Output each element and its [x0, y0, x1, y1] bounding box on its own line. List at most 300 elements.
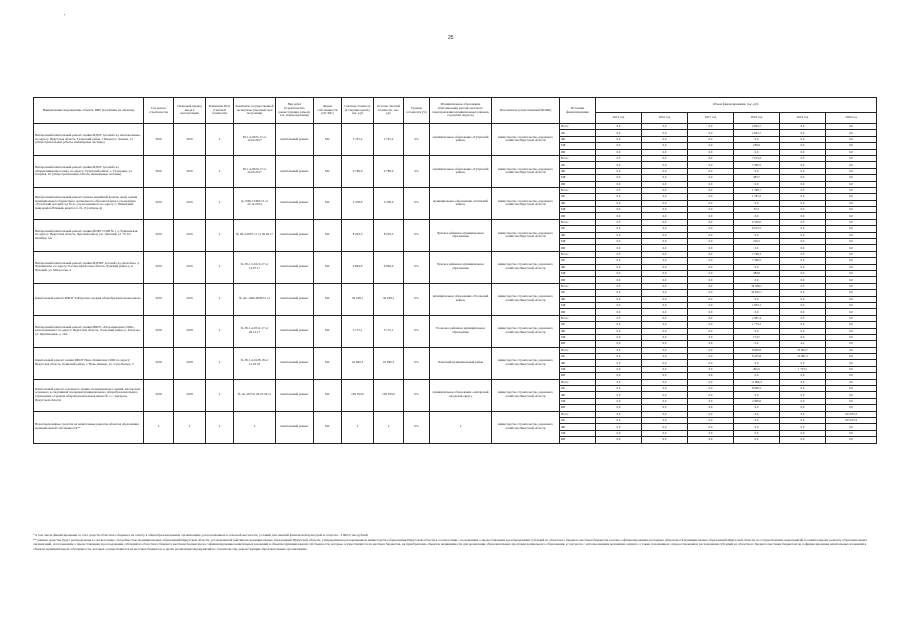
funding-source-cell: ИИ [560, 149, 596, 155]
funding-value-cell: 0,0 [780, 315, 826, 321]
funding-value-cell: 0,0 [596, 149, 642, 155]
estimated-cost-cell: 9 789,9 [342, 155, 374, 187]
funding-value-cell: 0,0 [596, 302, 642, 308]
funding-value-cell: 0,0 [688, 309, 734, 315]
ownership-form-cell: МС [314, 187, 342, 219]
funding-value-cell: 0,0 [642, 360, 688, 366]
funding-value-cell: 0,0 [642, 258, 688, 264]
funding-value-cell: 0,0 [688, 124, 734, 130]
funding-value-cell: 0,0 [826, 392, 877, 398]
ownership-form-cell: МС [314, 379, 342, 411]
funding-value-cell: 0,0 [642, 226, 688, 232]
funding-value-cell: 0,0 [642, 405, 688, 411]
funding-value-cell: 0,0 [780, 392, 826, 398]
funding-source-cell: МБ [560, 334, 596, 340]
funding-value-cell: 0,0 [734, 181, 780, 187]
funding-value-cell: 0,0 [780, 175, 826, 181]
funding-value-cell: 0,0 [826, 322, 877, 328]
commission-period-cell: 2018 [174, 379, 206, 411]
funding-value-cell: 0,0 [826, 239, 877, 245]
funding-value-cell: 0,0 [734, 430, 780, 436]
funding-value-cell: 8 090,5 [734, 386, 780, 392]
funding-value-cell: 0,0 [780, 373, 826, 379]
funding-value-cell: 0,0 [780, 430, 826, 436]
funding-value-cell: 0,0 [780, 302, 826, 308]
funding-value-cell: 0,0 [780, 187, 826, 193]
footnote: * в том числе финансирование за счет средств областного бюджета на оплату в общеобразовательных организациях, расположенных в сельской местности, условий для занятий физической культурой и спортом - 3 000,0 тыс.рублей; [33, 533, 369, 537]
psd-details-cell: х [206, 411, 234, 443]
remaining-cost-cell: 42 990,3 [374, 347, 404, 379]
funding-source-cell: МБ [560, 398, 596, 404]
funding-value-cell: 0,0 [688, 411, 734, 417]
funding-value-cell: 0,0 [688, 143, 734, 149]
start-year-cell: 2016 [144, 124, 174, 156]
funding-value-cell: 0,0 [826, 302, 877, 308]
funding-value-cell: 0,0 [826, 270, 877, 276]
funding-value-cell: 0,0 [780, 334, 826, 340]
readiness-level-cell: 0% [404, 347, 430, 379]
funding-value-cell: 0,0 [826, 213, 877, 219]
funding-value-cell: 0,0 [780, 283, 826, 289]
readiness-level-cell: 0% [404, 411, 430, 443]
object-name-cell: Капитальный ремонт МБОУ Тайтурская средняя общеобразовательная школа [34, 283, 144, 315]
funding-value-cell: 0,0 [688, 437, 734, 443]
funding-source-cell: МБ [560, 366, 596, 372]
col-header: Сметная стоимость (в текущих ценах), тыс. руб [342, 98, 374, 124]
funding-source-cell: ИИ [560, 341, 596, 347]
year-header: 2017 год [688, 113, 734, 124]
object-name-cell: Выборочный капитальный ремонт здания МДОБУ детский сад «Колобок» д. Чукшинская, по адресу: Россия, Иркутская область, Чунский район, р.п. Чунский, ул. Матросова, 4 [34, 251, 144, 283]
expertise-details-cell: № ДС-1606-0058/16 от [234, 283, 276, 315]
funding-value-cell: 0,0 [596, 366, 642, 372]
funding-source-cell: ИИ [560, 245, 596, 251]
funding-value-cell: 0,0 [596, 130, 642, 136]
funding-value-cell: 0,0 [596, 270, 642, 276]
funding-value-cell: 0,0 [826, 386, 877, 392]
funding-value-cell: 0,0 [780, 328, 826, 334]
funding-value-cell: 0,0 [642, 366, 688, 372]
funding-value-cell: 0,0 [734, 437, 780, 443]
funding-value-cell: 0,0 [642, 130, 688, 136]
psd-details-cell: х [206, 219, 234, 251]
commission-period-cell: 2016 [174, 283, 206, 315]
start-year-cell: 2016 [144, 251, 174, 283]
funding-value-cell: 0,0 [826, 168, 877, 174]
funding-value-cell: 0,0 [826, 277, 877, 283]
funding-source-cell: ОБ [560, 194, 596, 200]
funding-value-cell: 0,0 [688, 373, 734, 379]
funding-value-cell: 0,0 [688, 168, 734, 174]
municipality-cell: муниципальное образование «Ангарский городской округ» [430, 379, 492, 411]
funding-value-cell: 0,0 [688, 155, 734, 161]
municipality-cell: муниципальное образование «Тулунский район» [430, 124, 492, 156]
estimated-cost-cell: 2 238,0 [342, 187, 374, 219]
funding-value-cell: 0,0 [688, 232, 734, 238]
funding-source-cell: ОБ [560, 130, 596, 136]
funding-value-cell: 0,0 [642, 264, 688, 270]
funding-value-cell: 0,0 [596, 373, 642, 379]
funding-value-cell: 0,0 [596, 232, 642, 238]
funding-value-cell: 0,0 [596, 315, 642, 321]
commission-period-cell: 2016 [174, 155, 206, 187]
funding-value-cell: 0,0 [734, 360, 780, 366]
funding-value-cell: 0,0 [826, 232, 877, 238]
funding-value-cell: 6 330,0 [734, 219, 780, 225]
start-year-cell: 2016 [144, 155, 174, 187]
funding-value-cell: 0,0 [596, 187, 642, 193]
funding-source-cell: ФБ [560, 264, 596, 270]
funding-value-cell: 0,0 [826, 379, 877, 385]
funding-value-cell: 0,0 [826, 315, 877, 321]
funding-value-cell: 0,0 [826, 245, 877, 251]
funding-value-cell: 0,0 [826, 155, 877, 161]
funding-value-cell: 0,0 [826, 366, 877, 372]
funding-value-cell: 0,0 [642, 168, 688, 174]
funding-value-cell: 0,0 [688, 207, 734, 213]
funding-value-cell: 0,0 [826, 124, 877, 130]
funding-value-cell: 0,0 [826, 149, 877, 155]
funding-value-cell: 0,0 [688, 296, 734, 302]
funding-source-cell: МБ [560, 270, 596, 276]
col-header: Исполнитель (ответственный МОИО) [492, 98, 560, 124]
funding-value-cell: 0,0 [642, 232, 688, 238]
municipality-cell: Усольское районное муниципальное образование [430, 315, 492, 347]
start-year-cell: 2016 [144, 187, 174, 219]
object-name-cell: Выборочный капитальный ремонт (замена аварийной кровли, окон) здания муниципального бюджетного дошкольного образовательного учреждения «Тулунский детский сад № 2», расположенного по адресу: г. Зиминский, микрорайон Южный, квартал 2, № 13 (литеры А) [34, 187, 144, 219]
executor-cell: министерство строительства, дорожного хозяйства Иркутской области [492, 347, 560, 379]
psd-details-cell: х [206, 124, 234, 156]
funding-value-cell: 0,0 [642, 392, 688, 398]
funding-value-cell: 0,0 [642, 270, 688, 276]
ownership-form-cell: МС [314, 155, 342, 187]
funding-value-cell: 0,0 [780, 124, 826, 130]
funding-source-cell: Всего [560, 347, 596, 353]
expertise-details-cell: № 38-1-4-0512-17 от 29.12.17 [234, 315, 276, 347]
funding-value-cell: 0,0 [596, 200, 642, 206]
funding-value-cell: 0,0 [780, 386, 826, 392]
funding-value-cell: 0,0 [826, 143, 877, 149]
funding-value-cell: 0,0 [688, 430, 734, 436]
funding-value-cell: 2 999,9 [734, 398, 780, 404]
start-year-cell: х [144, 411, 174, 443]
funding-value-cell: 0,0 [642, 162, 688, 168]
funding-source-cell: МБ [560, 143, 596, 149]
funding-value-cell: 0,0 [826, 283, 877, 289]
funding-value-cell: 0,0 [688, 405, 734, 411]
funding-value-cell: 34 825,1 [734, 290, 780, 296]
object-name-cell: Капитальный ремонт здания МБОУ Ново-Ленинская СОШ по адресу: Иркутская область, Осинский район, с. Ново-Ленино, ул. Сухо-Батора, 5 [34, 347, 144, 379]
page-number: 25 [448, 35, 454, 41]
funding-source-cell: Всего [560, 155, 596, 161]
funding-value-cell: 0,0 [780, 239, 826, 245]
commission-period-cell: 2016 [174, 219, 206, 251]
funding-value-cell: 0,0 [642, 194, 688, 200]
funding-value-cell: 0,0 [780, 405, 826, 411]
funding-value-cell: 0,0 [596, 322, 642, 328]
funding-value-cell: 0,0 [596, 194, 642, 200]
funding-value-cell: 0,0 [596, 283, 642, 289]
funding-value-cell: 0,0 [642, 296, 688, 302]
expertise-details-cell: № Дс-2017/н 2017г.29.11 [234, 379, 276, 411]
executor-cell: министерство строительства, дорожного хозяйства Иркутской области [492, 315, 560, 347]
funding-source-cell: МБ [560, 175, 596, 181]
funding-value-cell: 0,0 [688, 245, 734, 251]
remaining-cost-cell: 36 638,1 [374, 283, 404, 315]
psd-details-cell: х [206, 251, 234, 283]
col-header: Реквизиты ПСД (сметной стоимости) [206, 98, 234, 124]
funding-value-cell: 0,0 [780, 417, 826, 423]
funding-value-cell: 0,0 [642, 379, 688, 385]
readiness-level-cell: 0% [404, 283, 430, 315]
funding-value-cell: 0,0 [596, 239, 642, 245]
funding-value-cell: 0,0 [642, 187, 688, 193]
funding-value-cell: 0,0 [642, 417, 688, 423]
psd-details-cell: х [206, 379, 234, 411]
funding-value-cell: 0,0 [642, 124, 688, 130]
col-header: Наименование мероприятия, объекта, ПИР (в разбивке на объекты) [34, 98, 144, 124]
expertise-details-cell: Д-1348-13/ИЛ/15 от 22.12.2014 [234, 187, 276, 219]
funding-source-cell: ФБ [560, 296, 596, 302]
funding-value-cell: 0,0 [642, 181, 688, 187]
work-type-cell: капитальный ремонт [276, 379, 314, 411]
funding-value-cell: 0,0 [688, 322, 734, 328]
funding-value-cell: 0,0 [596, 309, 642, 315]
executor-cell: министерство строительства, дорожного хозяйства Иркутской области [492, 219, 560, 251]
funding-source-cell: ФБ [560, 136, 596, 142]
funding-value-cell: 0,0 [780, 162, 826, 168]
funding-source-cell: ФБ [560, 168, 596, 174]
funding-value-cell: 0,0 [826, 200, 877, 206]
funding-value-cell: 0,0 [826, 296, 877, 302]
expertise-details-cell: х [234, 411, 276, 443]
funding-value-cell: 0,0 [734, 309, 780, 315]
funding-value-cell: 0,0 [688, 360, 734, 366]
estimated-cost-cell: х [342, 411, 374, 443]
funding-value-cell: 0,0 [688, 354, 734, 360]
funding-value-cell: 0,0 [688, 379, 734, 385]
funding-source-cell: ОБ [560, 290, 596, 296]
municipality-cell: х [430, 411, 492, 443]
funding-value-cell: 0,0 [780, 226, 826, 232]
funding-value-cell: 0,0 [596, 405, 642, 411]
funding-source-cell: Всего [560, 124, 596, 130]
funding-value-cell: 0,0 [826, 398, 877, 404]
funding-value-cell: 0,0 [826, 373, 877, 379]
executor-cell: министерство строительства, дорожного хозяйства Иркутской области [492, 411, 560, 443]
funding-value-cell: 0,0 [688, 386, 734, 392]
funding-value-cell: 0,0 [596, 290, 642, 296]
ownership-form-cell: МС [314, 315, 342, 347]
funding-value-cell: 0,0 [642, 373, 688, 379]
ownership-form-cell: МС [314, 251, 342, 283]
funding-value-cell: 0,0 [734, 149, 780, 155]
col-header: Остаток сметной стоимости, тыс. руб [374, 98, 404, 124]
funding-value-cell: 0,0 [734, 341, 780, 347]
footnotes [33, 533, 876, 551]
funding-value-cell: 0,0 [596, 277, 642, 283]
funding-value-cell: 2 487,4 [734, 315, 780, 321]
funding-value-cell: 0,0 [688, 398, 734, 404]
estimated-cost-cell: 3 172,1 [342, 315, 374, 347]
municipality-cell: муниципальное образование «Тулунский район» [430, 155, 492, 187]
funding-source-cell: ФБ [560, 392, 596, 398]
funding-value-cell: 0,0 [688, 130, 734, 136]
funding-value-cell: 0,0 [642, 411, 688, 417]
col-header: Вид работ (строительство, реконструкция, ремонт, тех. перевооружение) [276, 98, 314, 124]
funding-value-cell: 0,0 [780, 398, 826, 404]
work-type-cell: капитальный ремонт [276, 283, 314, 315]
commission-period-cell: 2018 [174, 315, 206, 347]
funding-value-cell: 0,0 [688, 334, 734, 340]
funding-value-cell: 0,0 [826, 207, 877, 213]
funding-value-cell: 0,0 [734, 245, 780, 251]
funding-value-cell: 0,0 [596, 386, 642, 392]
executor-cell: министерство строительства, дорожного хозяйства Иркутской области [492, 187, 560, 219]
funding-value-cell: 0,0 [780, 168, 826, 174]
remaining-cost-cell: 109 593,0 [374, 379, 404, 411]
funding-value-cell: 0,0 [780, 200, 826, 206]
funding-value-cell: 0,0 [642, 251, 688, 257]
psd-details-cell: х [206, 283, 234, 315]
funding-value-cell: 1 833,1 [734, 302, 780, 308]
funding-source-cell: Всего [560, 283, 596, 289]
col-header: Год начала строительства [144, 98, 174, 124]
funding-value-cell: 1 348,7 [734, 187, 780, 193]
funding-value-cell: 0,0 [780, 130, 826, 136]
executor-cell: министерство строительства, дорожного хозяйства Иркутской области [492, 155, 560, 187]
funding-value-cell: 0,0 [688, 277, 734, 283]
funding-value-cell: 0,0 [642, 136, 688, 142]
object-name-cell: Выборочный капитальный ремонт здания МОБУ СОШ № 1 д. Чукшинская, по адресу: Иркутская область, Чунский район, р.п. Чунский, ул. 70 лет Октября, 3А [34, 219, 144, 251]
funding-value-cell: 0,0 [642, 175, 688, 181]
funding-source-cell: МБ [560, 302, 596, 308]
funding-source-cell: ФБ [560, 200, 596, 206]
municipality-cell: Чунское районное муниципальное образование [430, 219, 492, 251]
commission-period-cell: 2018 [174, 347, 206, 379]
remaining-cost-cell: 2 238,0 [374, 187, 404, 219]
funding-source-cell: Всего [560, 251, 596, 257]
funding-value-cell: 0,0 [642, 143, 688, 149]
funding-value-cell: 316,5 [734, 239, 780, 245]
funding-value-cell: 0,0 [596, 168, 642, 174]
funding-value-cell: 0,0 [642, 334, 688, 340]
funding-value-cell: 0,0 [780, 277, 826, 283]
funding-value-cell: 0,0 [826, 162, 877, 168]
object-name-cell: Выборочный капитальный ремонт здания МБОУ «Раздольинская СОШ», расположенного по адресу: Иркутская область, Усольский район, р. Раздолье, ул. Производная, д. 19А [34, 315, 144, 347]
year-header: 2020 год [826, 113, 877, 124]
funding-value-cell: 0,0 [642, 424, 688, 430]
start-year-cell: 2018 [144, 379, 174, 411]
funding-value-cell: 0,0 [826, 226, 877, 232]
funding-value-cell: 0,0 [688, 219, 734, 225]
funding-value-cell: 0,0 [596, 124, 642, 130]
readiness-level-cell: 0% [404, 155, 430, 187]
funding-source-cell: ОБ [560, 417, 596, 423]
expertise-details-cell: № 38-1-5-0116-17 от 14.07.17 [234, 251, 276, 283]
expertise-details-cell: 38-1-4-0325-17 от 12.04.2017 [234, 124, 276, 156]
estimated-cost-cell: 9 894,0 [342, 251, 374, 283]
funding-value-cell: 189,9 [734, 143, 780, 149]
funding-value-cell: 0,0 [642, 328, 688, 334]
funding-value-cell: 0,0 [826, 437, 877, 443]
executor-cell: министерство строительства, дорожного хозяйства Иркутской области [492, 283, 560, 315]
remaining-cost-cell: 9 789,9 [374, 155, 404, 187]
funding-value-cell: 0,0 [596, 392, 642, 398]
funding-value-cell: 0,0 [780, 245, 826, 251]
readiness-level-cell: 0% [404, 219, 430, 251]
funding-value-cell: 0,0 [780, 424, 826, 430]
funding-value-cell: 0,0 [780, 207, 826, 213]
readiness-level-cell: 0% [404, 379, 430, 411]
funding-value-cell: 0,0 [826, 354, 877, 360]
funding-value-cell: 0,0 [826, 258, 877, 264]
funding-value-cell: 0,0 [780, 143, 826, 149]
psd-details-cell: х [206, 155, 234, 187]
corner-mark: ' [64, 14, 65, 20]
commission-period-cell: 2016 [174, 251, 206, 283]
funding-value-cell: 323 653,3 [826, 411, 877, 417]
work-type-cell: капитальный ремонт [276, 219, 314, 251]
funding-value-cell: 0,0 [734, 417, 780, 423]
funding-value-cell: 0,0 [642, 290, 688, 296]
funding-value-cell: 0,0 [780, 437, 826, 443]
ownership-form-cell: МС [314, 347, 342, 379]
funding-value-cell: 0,0 [596, 334, 642, 340]
funding-value-cell: 0,0 [596, 175, 642, 181]
funding-value-cell: 0,0 [826, 405, 877, 411]
funding-value-cell: 0,0 [734, 392, 780, 398]
funding-value-cell: 0,0 [642, 213, 688, 219]
funding-value-cell: 174,7 [734, 334, 780, 340]
funding-value-cell: 0,0 [642, 149, 688, 155]
funding-source-cell: Всего [560, 187, 596, 193]
funding-value-cell: 0,0 [688, 315, 734, 321]
funding-value-cell: 0,0 [596, 136, 642, 142]
funding-value-cell: 0,0 [596, 411, 642, 417]
funding-source-cell: ИИ [560, 309, 596, 315]
funding-value-cell: 0,0 [596, 360, 642, 366]
col-header: Источник финансирования [560, 98, 596, 124]
funding-source-cell: ИИ [560, 181, 596, 187]
executor-cell: министерство строительства, дорожного хозяйства Иркутской области [492, 124, 560, 156]
funding-source-cell: Всего [560, 379, 596, 385]
funding-value-cell: 0,0 [734, 373, 780, 379]
funding-value-cell: 0,0 [642, 398, 688, 404]
funding-value-cell: 0,0 [596, 430, 642, 436]
funding-value-cell: 0,0 [642, 341, 688, 347]
funding-value-cell: 0,0 [780, 309, 826, 315]
funding-value-cell: 0,0 [826, 341, 877, 347]
funding-value-cell: 11 989,4 [734, 379, 780, 385]
funding-value-cell: 0,0 [688, 347, 734, 353]
work-type-cell: капитальный ремонт [276, 155, 314, 187]
funding-source-cell: ОБ [560, 162, 596, 168]
funding-value-cell: 0,0 [642, 386, 688, 392]
funding-source-cell: ОБ [560, 258, 596, 264]
funding-value-cell: 0,0 [826, 328, 877, 334]
funding-value-cell: 0,0 [688, 290, 734, 296]
funding-value-cell: 31 881,5 [780, 354, 826, 360]
expertise-details-cell: 38-1-4-0020-17 от 24.05.2017 [234, 155, 276, 187]
funding-value-cell: 0,0 [826, 424, 877, 430]
funding-value-cell: 0,0 [596, 437, 642, 443]
funding-value-cell: 0,0 [826, 430, 877, 436]
municipality-cell: муниципальное образование «Осинский район» [430, 187, 492, 219]
funding-value-cell: 0,0 [642, 347, 688, 353]
funding-value-cell: 0,0 [826, 194, 877, 200]
readiness-level-cell: 0% [404, 251, 430, 283]
psd-details-cell: х [206, 347, 234, 379]
